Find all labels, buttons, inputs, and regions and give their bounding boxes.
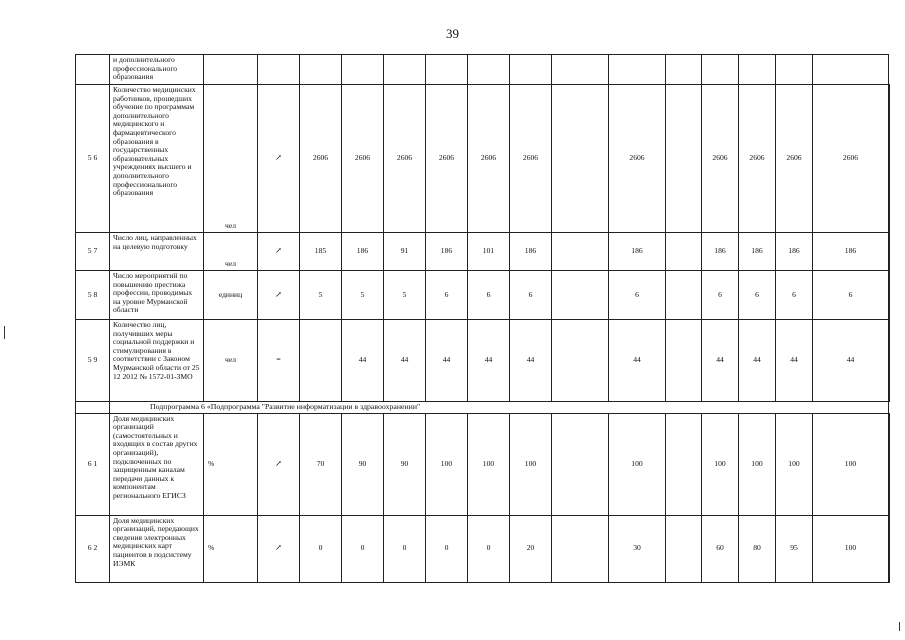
- value-cell: [552, 515, 609, 582]
- value-cell: 186: [813, 233, 889, 271]
- value-cell: 2606: [426, 85, 468, 233]
- value-cell: 2606: [300, 85, 342, 233]
- value-cell: 2606: [468, 85, 510, 233]
- scan-artifact-mark: [4, 326, 5, 339]
- value-cell: 90: [384, 413, 426, 515]
- empty-cell: [739, 55, 776, 85]
- value-cell: 100: [739, 413, 776, 515]
- responsible-executor: [889, 515, 890, 582]
- row-id: 6 2: [76, 515, 110, 582]
- empty-cell: [468, 55, 510, 85]
- value-cell: 2606: [609, 85, 666, 233]
- table-row: [76, 85, 890, 233]
- value-cell: 60: [702, 515, 739, 582]
- empty-cell: [426, 55, 468, 85]
- value-cell: 186: [609, 233, 666, 271]
- value-cell: 0: [426, 515, 468, 582]
- value-cell: 90: [342, 413, 384, 515]
- empty-cell: [609, 55, 666, 85]
- indicator-name: Число мероприятий по повышению престижа профессии, проводимых на уровне Мурманской области: [110, 271, 204, 320]
- value-cell: 0: [468, 515, 510, 582]
- table-row: [76, 515, 890, 582]
- unit-of-measure: %: [204, 515, 258, 582]
- value-cell: 6: [426, 271, 468, 320]
- empty-cell: [342, 55, 384, 85]
- value-cell: 100: [702, 413, 739, 515]
- empty-cell: [510, 55, 552, 85]
- empty-cell: [702, 55, 739, 85]
- empty-cell: [552, 55, 609, 85]
- unit-of-measure: единиц: [204, 271, 258, 320]
- row-id: 5 7: [76, 233, 110, 271]
- value-cell: 91: [384, 233, 426, 271]
- unit-of-measure: %: [204, 413, 258, 515]
- unit-of-measure: чел: [204, 85, 258, 233]
- value-cell: 100: [468, 413, 510, 515]
- value-cell: [552, 320, 609, 402]
- row-id: [76, 55, 110, 85]
- value-cell: 6: [739, 271, 776, 320]
- value-cell: 186: [510, 233, 552, 271]
- trend-arrow-icon: ↗: [258, 413, 300, 515]
- value-cell: 44: [739, 320, 776, 402]
- value-cell: 44: [342, 320, 384, 402]
- value-cell: 20: [510, 515, 552, 582]
- value-cell: 6: [813, 271, 889, 320]
- indicators-table: [75, 54, 890, 583]
- indicator-name: Доля медицинских организаций, передающих сведения электронных медицинских карт пациентов в подсистему ИЭМК: [110, 515, 204, 582]
- indicator-name: Доля медицинских организаций (самостоятельных и входящих в состав других организаций), подключенных по защищенным каналам передачи данных к компонентам регионального ЕГИСЗ: [110, 413, 204, 515]
- value-cell: 6: [609, 271, 666, 320]
- value-cell: 44: [776, 320, 813, 402]
- value-cell: 100: [813, 413, 889, 515]
- trend-arrow-icon: =: [258, 320, 300, 402]
- indicator-name: и дополнительного профессионального образования: [110, 55, 204, 85]
- indicator-name: Число лиц, направленных на целевую подготовку: [110, 233, 204, 271]
- table-row: [76, 320, 890, 402]
- value-cell: [552, 413, 609, 515]
- value-cell: 2606: [813, 85, 889, 233]
- value-cell: 44: [384, 320, 426, 402]
- value-cell: 0: [300, 515, 342, 582]
- value-cell: 2606: [739, 85, 776, 233]
- unit-of-measure: чел: [204, 233, 258, 271]
- value-cell: 44: [426, 320, 468, 402]
- table-row-continuation: [76, 55, 890, 85]
- empty-cell: [384, 55, 426, 85]
- table-row: [76, 233, 890, 271]
- row-id: 5 8: [76, 271, 110, 320]
- indicator-name: Количество лиц, получивших меры социальной поддержки и стимулирования в соответствии с Законом Мурманской области от 25 12 2012 № 1572-01-ЗМО: [110, 320, 204, 402]
- value-cell: 30: [609, 515, 666, 582]
- row-id: [76, 402, 110, 414]
- subprogram-title: Подпрограмма 6 «Подпрограмма "Развитие информатизации в здравоохранении": [110, 402, 889, 414]
- value-cell: [552, 233, 609, 271]
- value-cell: 186: [426, 233, 468, 271]
- empty-cell: [300, 55, 342, 85]
- empty-cell: [666, 55, 702, 85]
- value-cell: 101: [468, 233, 510, 271]
- value-cell: 100: [609, 413, 666, 515]
- value-cell: 95: [776, 515, 813, 582]
- empty-cell: [813, 55, 889, 85]
- value-cell: 100: [426, 413, 468, 515]
- value-cell: 6: [468, 271, 510, 320]
- responsible-executor: [889, 413, 890, 515]
- row-id: 5 6: [76, 85, 110, 233]
- value-cell: [666, 320, 702, 402]
- value-cell: [552, 271, 609, 320]
- value-cell: 0: [384, 515, 426, 582]
- value-cell: 80: [739, 515, 776, 582]
- empty-cell: [204, 55, 258, 85]
- value-cell: [300, 320, 342, 402]
- responsible-executor: [889, 320, 890, 402]
- value-cell: 44: [813, 320, 889, 402]
- empty-cell: [776, 55, 813, 85]
- value-cell: 2606: [384, 85, 426, 233]
- row-id: 6 1: [76, 413, 110, 515]
- value-cell: 2606: [702, 85, 739, 233]
- unit-of-measure: чел: [204, 320, 258, 402]
- value-cell: [666, 85, 702, 233]
- row-id: 5 9: [76, 320, 110, 402]
- value-cell: 2606: [510, 85, 552, 233]
- table-row: [76, 413, 890, 515]
- value-cell: 44: [468, 320, 510, 402]
- value-cell: [666, 271, 702, 320]
- value-cell: 2606: [342, 85, 384, 233]
- table-row: [76, 271, 890, 320]
- value-cell: 186: [739, 233, 776, 271]
- value-cell: 100: [813, 515, 889, 582]
- value-cell: 5: [384, 271, 426, 320]
- value-cell: 186: [342, 233, 384, 271]
- value-cell: 5: [300, 271, 342, 320]
- value-cell: 186: [776, 233, 813, 271]
- section-row: [76, 402, 890, 414]
- value-cell: 6: [776, 271, 813, 320]
- trend-arrow-icon: ↗: [258, 515, 300, 582]
- value-cell: 70: [300, 413, 342, 515]
- value-cell: [666, 515, 702, 582]
- value-cell: 0: [342, 515, 384, 582]
- value-cell: 100: [776, 413, 813, 515]
- value-cell: [666, 413, 702, 515]
- value-cell: 6: [702, 271, 739, 320]
- trend-arrow-icon: ↗: [258, 85, 300, 233]
- table-body: [76, 55, 890, 583]
- value-cell: 2606: [776, 85, 813, 233]
- responsible-executor: [889, 233, 890, 271]
- value-cell: 44: [609, 320, 666, 402]
- page-number: 39: [446, 26, 459, 41]
- indicator-name: Количество медицинских работников, прошедших обучение по программам дополнительного медицинского и фармацевтического образования в государственных образовательных учреждениях высшего и дополнительного профессионального образования: [110, 85, 204, 233]
- value-cell: [552, 85, 609, 233]
- value-cell: 44: [510, 320, 552, 402]
- value-cell: [666, 233, 702, 271]
- trend-arrow-icon: ↗: [258, 271, 300, 320]
- value-cell: 44: [702, 320, 739, 402]
- value-cell: 6: [510, 271, 552, 320]
- value-cell: 186: [702, 233, 739, 271]
- scan-artifact-mark: [899, 622, 900, 631]
- responsible-executor: [889, 271, 890, 320]
- trend-arrow-icon: ↗: [258, 233, 300, 271]
- value-cell: 185: [300, 233, 342, 271]
- value-cell: 5: [342, 271, 384, 320]
- value-cell: 100: [510, 413, 552, 515]
- empty-cell: [258, 55, 300, 85]
- responsible-executor: [889, 85, 890, 233]
